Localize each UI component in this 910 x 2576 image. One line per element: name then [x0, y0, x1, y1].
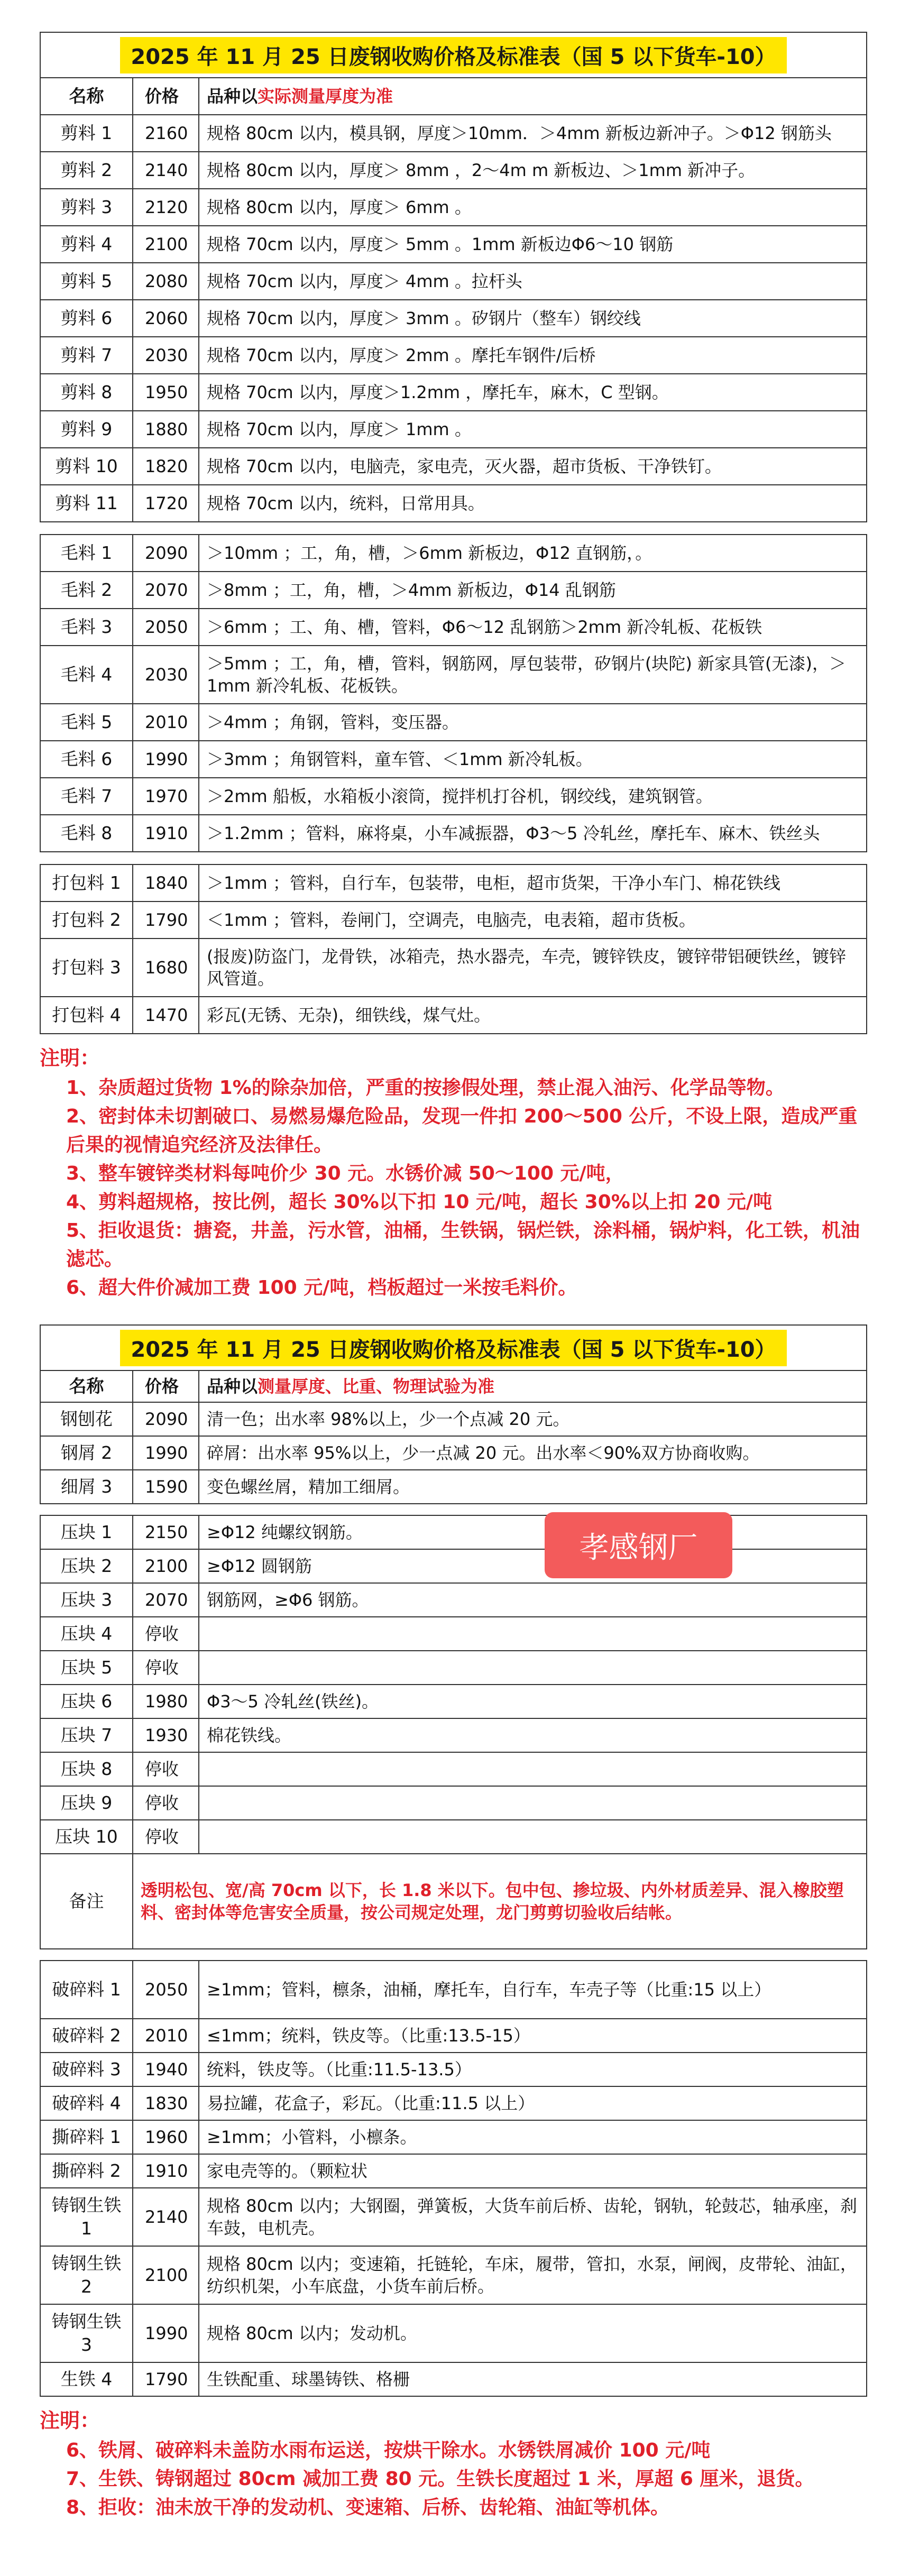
item-desc	[199, 1786, 867, 1820]
item-desc: 清一色；出水率 98%以上，少一个点减 20 元。	[199, 1402, 867, 1436]
table-row	[40, 115, 867, 152]
item-price: 1980	[133, 1685, 199, 1718]
item-desc: 规格 70cm 以内，厚度＞1.2mm ，摩托车，麻木，C 型钢。	[199, 374, 867, 411]
table-row	[40, 1470, 867, 1504]
table-row	[40, 189, 867, 226]
note-item: 6、铁屑、破碎料未盖防水雨布运送，按烘干除水。水锈铁屑减价 100 元/吨	[66, 2440, 711, 2461]
table-row	[40, 448, 867, 485]
notes-block	[40, 2404, 867, 2522]
item-name: 剪料 5	[40, 263, 133, 300]
table-row	[40, 997, 867, 1034]
notes-title: 注明：	[40, 1046, 100, 1070]
table-row	[40, 901, 867, 939]
table-row	[40, 2086, 867, 2120]
item-price: 1680	[133, 939, 199, 997]
group-separator	[40, 1949, 867, 1961]
table-row	[40, 646, 867, 704]
table-row	[40, 337, 867, 374]
table-row	[40, 1583, 867, 1617]
item-desc: ≥1mm；管料，檩条，油桶，摩托车，自行车，车壳子等（比重:15 以上）	[199, 1961, 867, 2019]
item-price: 2070	[133, 1583, 199, 1617]
item-name: 压块 5	[40, 1651, 133, 1685]
item-name: 压块 8	[40, 1752, 133, 1786]
item-price: 2030	[133, 337, 199, 374]
item-name: 压块 7	[40, 1718, 133, 1752]
table-title: 2025 年 11 月 25 日废钢收购价格及标准表（国 5 以下货车-10）	[40, 1324, 867, 1370]
group-separator	[40, 522, 867, 535]
item-desc: ≥Φ12 纯螺纹钢筋。	[199, 1515, 867, 1549]
table-row	[40, 226, 867, 263]
item-price: 1790	[133, 2362, 199, 2396]
item-desc: 规格 80cm 以内，模具钢，厚度＞10mm．＞4mm 新板边新冲子。＞Φ12 钢筋头	[199, 115, 867, 152]
table-row	[40, 2019, 867, 2053]
item-desc: 规格 80cm 以内，厚度＞ 8mm ，2～4m m 新板边、＞1mm 新冲子。	[199, 152, 867, 189]
item-price: 2150	[133, 1515, 199, 1549]
item-desc: 碎屑：出水率 95%以上，少一点减 20 元。出水率＜90%双方协商收购。	[199, 1436, 867, 1470]
table-row	[40, 815, 867, 852]
item-desc: 生铁配重、球墨铸铁、格栅	[199, 2362, 867, 2396]
item-desc: 规格 70cm 以内，厚度＞ 3mm 。矽钢片（整车）钢绞线	[199, 300, 867, 337]
note-item: 1、杂质超过货物 1%的除杂加倍，严重的按掺假处理，禁止混入油污、化学品等物。	[66, 1077, 785, 1099]
item-desc: 棉花铁线。	[199, 1718, 867, 1752]
item-desc: 规格 80cm 以内；变速箱，托链轮，车床，履带，管扣，水泵，闸阀，皮带轮、油缸，纺织机架，小车底盘，小货车前后桥。	[199, 2246, 867, 2304]
item-name: 打包料 1	[40, 864, 133, 901]
table-row	[40, 1786, 867, 1820]
item-price: 2080	[133, 263, 199, 300]
item-name: 剪料 1	[40, 115, 133, 152]
item-price: 1830	[133, 2086, 199, 2120]
item-name: 压块 4	[40, 1617, 133, 1651]
table-row	[40, 2120, 867, 2154]
item-desc: 规格 70cm 以内，电脑壳，家电壳，灭火器，超市货板、干净铁钉。	[199, 448, 867, 485]
item-desc: ＞3mm ；角钢管料，童车管、＜1mm 新冷轧板。	[199, 741, 867, 778]
table-row	[40, 939, 867, 997]
item-name: 生铁 4	[40, 2362, 133, 2396]
item-price: 1840	[133, 864, 199, 901]
item-desc: 规格 70cm 以内，厚度＞ 5mm 。1mm 新板边Φ6～10 钢筋	[199, 226, 867, 263]
note-item: 6、超大件价减加工费 100 元/吨，档板超过一米按毛料价。	[66, 1277, 577, 1299]
item-name: 剪料 10	[40, 448, 133, 485]
item-desc: 规格 80cm 以内；大钢圈，弹簧板，大货车前后桥、齿轮，钢轨，轮鼓芯，轴承座，刹车鼓，电机壳。	[199, 2188, 867, 2246]
header-name: 名称	[40, 78, 133, 115]
table-row	[40, 1436, 867, 1470]
item-name: 剪料 9	[40, 411, 133, 448]
separator-cell	[40, 1504, 867, 1515]
item-desc	[199, 1752, 867, 1786]
table-row	[40, 411, 867, 448]
item-name: 毛料 5	[40, 704, 133, 741]
item-desc: ＞1.2mm ；管料，麻将桌，小车减振器，Φ3～5 冷轧丝，摩托车、麻木、铁丝头	[199, 815, 867, 852]
table-row	[40, 374, 867, 411]
item-desc	[199, 1820, 867, 1854]
item-name: 毛料 2	[40, 572, 133, 609]
item-name: 破碎料 3	[40, 2053, 133, 2086]
item-price: 1880	[133, 411, 199, 448]
table-row	[40, 2053, 867, 2086]
table-row	[40, 300, 867, 337]
table-row	[40, 485, 867, 522]
item-price: 停收	[133, 1786, 199, 1820]
item-price: 2010	[133, 2019, 199, 2053]
note-item: 7、生铁、铸钢超过 80cm 减加工费 80 元。生铁长度超过 1 米，厚超 6 厘米，退货。	[66, 2468, 814, 2490]
item-price: 1990	[133, 1436, 199, 1470]
item-name: 剪料 4	[40, 226, 133, 263]
item-price: 2090	[133, 535, 199, 572]
price-table-section-1	[40, 32, 867, 1302]
item-price: 1960	[133, 2120, 199, 2154]
item-name: 剪料 8	[40, 374, 133, 411]
item-name: 撕碎料 2	[40, 2154, 133, 2188]
item-name: 破碎料 2	[40, 2019, 133, 2053]
table-row	[40, 2362, 867, 2396]
table-row	[40, 2246, 867, 2304]
group-separator	[40, 1504, 867, 1515]
item-name: 毛料 7	[40, 778, 133, 815]
item-desc: ＞6mm ；工、角、槽，管料，Φ6～12 乱钢筋＞2mm 新冷轧板、花板铁	[199, 609, 867, 646]
item-desc: ＜1mm ；管料，卷闸门，空调壳，电脑壳，电表箱，超市货板。	[199, 901, 867, 939]
item-name: 压块 3	[40, 1583, 133, 1617]
item-price: 1790	[133, 901, 199, 939]
table-row	[40, 1820, 867, 1854]
item-desc: ≥Φ12 圆钢筋	[199, 1549, 867, 1583]
item-price: 停收	[133, 1651, 199, 1685]
item-desc: 规格 70cm 以内，厚度＞ 2mm 。摩托车钢件/后桥	[199, 337, 867, 374]
table-row	[40, 1752, 867, 1786]
item-name: 压块 9	[40, 1786, 133, 1820]
item-price: 2100	[133, 226, 199, 263]
item-price: 1470	[133, 997, 199, 1034]
item-price: 停收	[133, 1820, 199, 1854]
notes-block	[40, 1042, 867, 1302]
item-price: 停收	[133, 1617, 199, 1651]
item-desc: ＞8mm ；工，角，槽，＞4mm 新板边，Φ14 乱钢筋	[199, 572, 867, 609]
item-name: 剪料 6	[40, 300, 133, 337]
item-name: 压块 6	[40, 1685, 133, 1718]
table-row	[40, 2304, 867, 2362]
item-desc: ＞4mm ；角钢，管料，变压器。	[199, 704, 867, 741]
item-name: 压块 10	[40, 1820, 133, 1854]
item-name: 钢屑 2	[40, 1436, 133, 1470]
item-desc: ≥1mm；小管料，小檩条。	[199, 2120, 867, 2154]
item-price: 2070	[133, 572, 199, 609]
item-name: 剪料 11	[40, 485, 133, 522]
notes-title: 注明：	[40, 2409, 100, 2432]
table-header	[40, 1370, 867, 1402]
item-name: 铸钢生铁 1	[40, 2188, 133, 2246]
item-price: 2100	[133, 2246, 199, 2304]
table-row	[40, 1402, 867, 1436]
item-price: 2120	[133, 189, 199, 226]
item-desc: 规格 70cm 以内，厚度＞ 1mm 。	[199, 411, 867, 448]
item-price: 1990	[133, 741, 199, 778]
table-header	[40, 78, 867, 115]
table-title: 2025 年 11 月 25 日废钢收购价格及标准表（国 5 以下货车-10）	[40, 32, 867, 77]
table-row	[40, 1961, 867, 2019]
item-desc: 易拉罐，花盒子，彩瓦。（比重:11.5 以上）	[199, 2086, 867, 2120]
table-row	[40, 535, 867, 572]
note-item: 8、拒收：油未放干净的发动机、变速箱、后桥、齿轮箱、油缸等机体。	[66, 2497, 670, 2518]
header-price: 价格	[133, 1370, 199, 1402]
item-name: 毛料 6	[40, 741, 133, 778]
item-desc: 彩瓦(无锈、无杂)，细铁线，煤气灶。	[199, 997, 867, 1034]
item-name: 打包料 4	[40, 997, 133, 1034]
table-row	[40, 741, 867, 778]
price-table	[40, 77, 867, 1034]
item-price: 1910	[133, 2154, 199, 2188]
item-price: 1950	[133, 374, 199, 411]
item-desc	[199, 1651, 867, 1685]
item-name: 毛料 4	[40, 646, 133, 704]
note-item: 2、密封体未切割破口、易燃易爆危险品，发现一件扣 200～500 公斤，不设上限，造成严重后果的视情追究经济及法律任。	[66, 1106, 858, 1156]
item-name: 剪料 7	[40, 337, 133, 374]
item-name: 压块 1	[40, 1515, 133, 1549]
separator-cell	[40, 852, 867, 864]
table-row	[40, 1685, 867, 1718]
item-price: 2050	[133, 609, 199, 646]
item-desc: 规格 80cm 以内；发动机。	[199, 2304, 867, 2362]
item-name: 打包料 2	[40, 901, 133, 939]
item-name: 剪料 3	[40, 189, 133, 226]
separator-cell	[40, 1949, 867, 1961]
table-row	[40, 1651, 867, 1685]
table-row	[40, 1718, 867, 1752]
table-row	[40, 572, 867, 609]
table-row	[40, 1617, 867, 1651]
group-separator	[40, 852, 867, 864]
item-price: 1720	[133, 485, 199, 522]
item-price: 2090	[133, 1402, 199, 1436]
item-name: 压块 2	[40, 1549, 133, 1583]
item-price: 2140	[133, 152, 199, 189]
price-table	[40, 1370, 867, 2397]
item-desc: ≤1mm；统料，铁皮等。（比重:13.5-15）	[199, 2019, 867, 2053]
header-price: 价格	[133, 78, 199, 115]
item-price: 1590	[133, 1470, 199, 1504]
item-price: 1970	[133, 778, 199, 815]
table-row	[40, 1549, 867, 1583]
remark-label: 备注	[40, 1854, 133, 1949]
item-name: 毛料 8	[40, 815, 133, 852]
item-price: 2050	[133, 1961, 199, 2019]
item-price: 2010	[133, 704, 199, 741]
table-row	[40, 864, 867, 901]
item-desc: 变色螺丝屑，精加工细屑。	[199, 1470, 867, 1504]
item-desc: (报废)防盗门，龙骨铁，冰箱壳，热水器壳，车壳，镀锌铁皮，镀锌带铝硬铁丝，镀锌风管道。	[199, 939, 867, 997]
item-name: 破碎料 1	[40, 1961, 133, 2019]
item-price: 2100	[133, 1549, 199, 1583]
item-price: 2160	[133, 115, 199, 152]
table-row	[40, 1515, 867, 1549]
item-price: 2030	[133, 646, 199, 704]
item-desc: 规格 80cm 以内，厚度＞ 6mm 。	[199, 189, 867, 226]
item-price: 2060	[133, 300, 199, 337]
header-desc: 品种以测量厚度、比重、物理试验为准	[199, 1370, 867, 1402]
item-price: 1990	[133, 2304, 199, 2362]
item-name: 细屑 3	[40, 1470, 133, 1504]
table-row	[40, 704, 867, 741]
remark-row	[40, 1854, 867, 1949]
table-row	[40, 2154, 867, 2188]
remark-text: 透明松包、宽/高 70cm 以下，长 1.8 米以下。包中包、掺垃圾、内外材质差异、混入橡胶塑料、密封体等危害安全质量，按公司规定处理，龙门剪剪切验收后结帐。	[133, 1854, 867, 1949]
item-name: 铸钢生铁 3	[40, 2304, 133, 2362]
table-row	[40, 2188, 867, 2246]
item-name: 剪料 2	[40, 152, 133, 189]
item-price: 1820	[133, 448, 199, 485]
item-price: 停收	[133, 1752, 199, 1786]
item-name: 毛料 3	[40, 609, 133, 646]
note-item: 4、剪料超规格，按比例，超长 30%以下扣 10 元/吨，超长 30%以上扣 20 元/吨	[66, 1191, 773, 1213]
item-desc: 家电壳等的。（颗粒状	[199, 2154, 867, 2188]
item-name: 毛料 1	[40, 535, 133, 572]
header-name: 名称	[40, 1370, 133, 1402]
item-price: 1940	[133, 2053, 199, 2086]
table-row	[40, 778, 867, 815]
note-item: 5、拒收退货：搪瓷，井盖，污水管，油桶，生铁锅，锅烂铁，涂料桶，锅炉料，化工铁，机油滤芯。	[66, 1220, 860, 1270]
item-name: 打包料 3	[40, 939, 133, 997]
table-row	[40, 609, 867, 646]
item-desc: ＞5mm ；工，角，槽，管料，钢筋网，厚包装带，矽钢片(块陀) 新家具管(无漆)，＞1mm 新冷轧板、花板铁。	[199, 646, 867, 704]
watermark-stamp: 孝感钢厂	[545, 1512, 732, 1578]
item-desc: 统料，铁皮等。（比重:11.5-13.5）	[199, 2053, 867, 2086]
item-name: 钢刨花	[40, 1402, 133, 1436]
item-name: 破碎料 4	[40, 2086, 133, 2120]
item-desc	[199, 1617, 867, 1651]
item-name: 铸钢生铁 2	[40, 2246, 133, 2304]
item-desc: ＞10mm ；工，角，槽，＞6mm 新板边，Φ12 直钢筋，。	[199, 535, 867, 572]
item-price: 1910	[133, 815, 199, 852]
table-row	[40, 263, 867, 300]
table-row	[40, 152, 867, 189]
price-table-section-2	[40, 1324, 867, 2522]
header-desc: 品种以实际测量厚度为准	[199, 78, 867, 115]
item-desc: 规格 70cm 以内，厚度＞ 4mm 。拉杆头	[199, 263, 867, 300]
item-desc: ＞1mm ；管料，自行车，包装带，电柜，超市货架，干净小车门、棉花铁线	[199, 864, 867, 901]
note-item: 3、整车镀锌类材料每吨价少 30 元。水锈价减 50～100 元/吨，	[66, 1163, 624, 1184]
item-desc: ＞2mm 船板，水箱板小滚筒，搅拌机打谷机，钢绞线，建筑钢管。	[199, 778, 867, 815]
item-price: 1930	[133, 1718, 199, 1752]
item-desc: Φ3～5 冷轧丝(铁丝)。	[199, 1685, 867, 1718]
item-name: 撕碎料 1	[40, 2120, 133, 2154]
separator-cell	[40, 522, 867, 535]
item-price: 2140	[133, 2188, 199, 2246]
item-desc: 钢筋网，≥Φ6 钢筋。	[199, 1583, 867, 1617]
item-desc: 规格 70cm 以内，统料，日常用具。	[199, 485, 867, 522]
